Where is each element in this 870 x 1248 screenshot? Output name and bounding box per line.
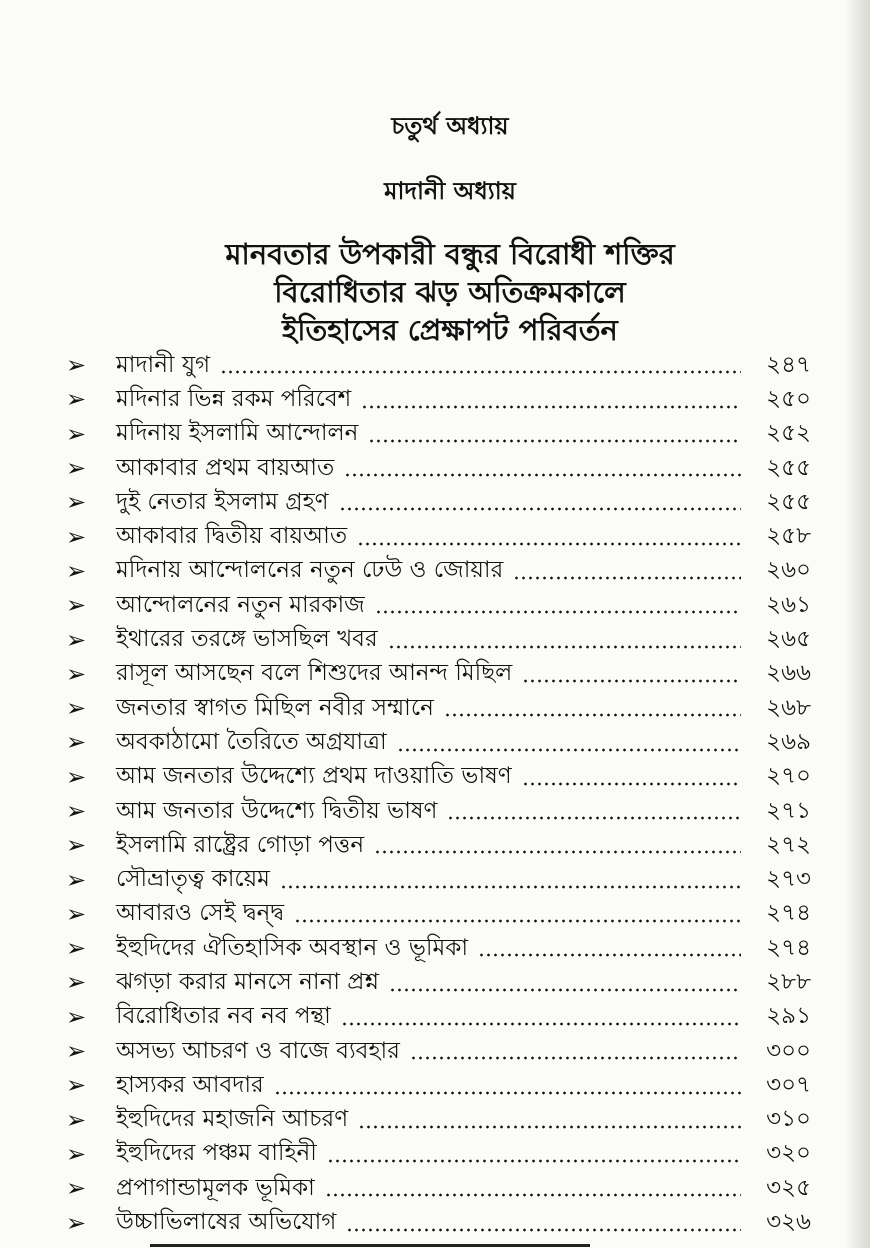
toc-entry-page-number: ২৭৪ bbox=[766, 900, 811, 927]
toc-entry[interactable] bbox=[66, 417, 811, 451]
chapter-heading-block bbox=[0, 108, 870, 349]
arrow-bullet-icon: ➢ bbox=[66, 865, 87, 894]
toc-entry-title: দুই নেতার ইসলাম গ্রহণ bbox=[116, 488, 329, 515]
arrow-bullet-icon: ➢ bbox=[66, 488, 87, 517]
toc-entry-page-number: ৩২৫ bbox=[766, 1174, 811, 1201]
toc-entry-title: ইসলামি রাষ্ট্রের গোড়া পত্তন bbox=[116, 831, 365, 858]
toc-entry-title: মদিনায় আন্দোলনের নতুন ঢেউ ও জোয়ার bbox=[116, 557, 504, 584]
dot-leader bbox=[325, 1192, 741, 1198]
arrow-bullet-icon: ➢ bbox=[66, 968, 87, 997]
toc-entry-title: আকাবার প্রথম বায়আত bbox=[116, 454, 335, 481]
dot-leader bbox=[339, 506, 741, 512]
toc-entry-page-number: ২৫৫ bbox=[766, 454, 811, 481]
arrow-bullet-icon: ➢ bbox=[66, 728, 87, 757]
toc-entry-page-number: ২৫৫ bbox=[766, 488, 811, 515]
dot-leader bbox=[410, 1055, 741, 1061]
toc-entry[interactable] bbox=[66, 348, 811, 382]
toc-entry[interactable] bbox=[66, 1171, 811, 1205]
toc-entry-title: আম জনতার উদ্দেশ্যে প্রথম দাওয়াতি ভাষণ bbox=[116, 763, 512, 790]
toc-entry-page-number: ২৬৫ bbox=[766, 626, 811, 653]
dot-leader bbox=[374, 849, 741, 855]
dot-leader bbox=[357, 541, 741, 547]
toc-entry-page-number: ২৭২ bbox=[766, 831, 811, 858]
toc-entry-title: ইহুদিদের ঐতিহাসিক অবস্থান ও ভূমিকা bbox=[116, 934, 468, 961]
toc-entry-page-number: ২৮৮ bbox=[766, 969, 811, 995]
toc-entry-title: অসভ্য আচরণ ও বাজে ব্যবহার bbox=[116, 1037, 400, 1064]
toc-entry-page-number: ২৬৮ bbox=[766, 694, 811, 721]
toc-entry[interactable] bbox=[66, 965, 811, 999]
arrow-bullet-icon: ➢ bbox=[66, 1139, 87, 1168]
dot-leader bbox=[522, 678, 741, 684]
toc-entry[interactable] bbox=[66, 725, 811, 759]
toc-entry-title: ঝগড়া করার মানসে নানা প্রশ্ন bbox=[116, 969, 379, 995]
dot-leader bbox=[478, 952, 741, 958]
dot-leader bbox=[397, 747, 741, 753]
arrow-bullet-icon: ➢ bbox=[66, 351, 87, 380]
toc-entry[interactable] bbox=[66, 519, 811, 553]
dot-leader bbox=[447, 815, 741, 821]
arrow-bullet-icon: ➢ bbox=[66, 591, 87, 620]
dot-leader bbox=[361, 404, 741, 410]
toc-entry[interactable] bbox=[66, 691, 811, 725]
dot-leader bbox=[294, 918, 741, 924]
dot-leader bbox=[522, 781, 741, 787]
toc-entry[interactable] bbox=[66, 622, 811, 656]
arrow-bullet-icon: ➢ bbox=[66, 625, 87, 654]
dot-leader bbox=[368, 438, 741, 444]
toc-entry-title: রাসূল আসছেন বলে শিশুদের আনন্দ মিছিল bbox=[116, 660, 513, 687]
toc-entry-page-number: ২৭০ bbox=[766, 763, 811, 790]
toc-entry-page-number: ৩০০ bbox=[766, 1037, 811, 1064]
toc-entry[interactable] bbox=[66, 554, 811, 588]
dot-leader bbox=[327, 1158, 741, 1164]
dot-leader bbox=[346, 1227, 741, 1233]
toc-entry-title: সৌভ্রাতৃত্ব কায়েম bbox=[116, 866, 270, 893]
toc-entry-page-number: ২৬৯ bbox=[766, 728, 811, 755]
dot-leader bbox=[388, 644, 741, 650]
toc-entry[interactable] bbox=[66, 931, 811, 965]
toc-entry-title: উচ্চাভিলাষের অভিযোগ bbox=[116, 1209, 337, 1236]
toc-entry-page-number: ২৬০ bbox=[766, 557, 811, 584]
toc-entry-page-number: ৩২০ bbox=[766, 1140, 811, 1167]
toc-entry-title: বিরোধিতার নব নব পন্থা bbox=[116, 1003, 331, 1030]
chapter-title bbox=[30, 235, 870, 349]
dot-leader bbox=[358, 1124, 741, 1130]
dot-leader bbox=[389, 987, 741, 993]
toc-entry-title: মাদানী যুগ bbox=[116, 351, 211, 378]
toc-entry[interactable] bbox=[66, 1103, 811, 1137]
arrow-bullet-icon: ➢ bbox=[66, 1208, 87, 1237]
arrow-bullet-icon: ➢ bbox=[66, 762, 87, 791]
toc-entry-title: মদিনায় ইসলামি আন্দোলন bbox=[116, 420, 359, 447]
arrow-bullet-icon: ➢ bbox=[66, 1002, 87, 1031]
toc-entry-page-number: ৩২৬ bbox=[766, 1209, 811, 1236]
arrow-bullet-icon: ➢ bbox=[66, 1071, 87, 1100]
toc-entry[interactable] bbox=[66, 760, 811, 794]
toc-entry[interactable] bbox=[66, 382, 811, 416]
toc-entry-page-number: ২৫৮ bbox=[766, 523, 811, 550]
dot-leader bbox=[274, 1090, 741, 1096]
arrow-bullet-icon: ➢ bbox=[66, 899, 87, 928]
toc-entry-page-number: ২৭৩ bbox=[766, 866, 811, 893]
toc-entry-title: মদিনার ভিন্ন রকম পরিবেশ bbox=[116, 385, 352, 412]
toc-entry[interactable] bbox=[66, 1137, 811, 1171]
arrow-bullet-icon: ➢ bbox=[66, 454, 87, 483]
toc-entry-page-number: ২৭১ bbox=[766, 797, 811, 824]
dot-leader bbox=[344, 472, 741, 478]
arrow-bullet-icon: ➢ bbox=[66, 1105, 87, 1134]
toc-entry[interactable] bbox=[66, 897, 811, 931]
arrow-bullet-icon: ➢ bbox=[66, 385, 87, 414]
toc-entry-page-number: ২৫২ bbox=[766, 420, 811, 447]
toc-entry-page-number: ২৫০ bbox=[766, 385, 811, 412]
toc-entry[interactable] bbox=[66, 451, 811, 485]
dot-leader bbox=[341, 1021, 741, 1027]
toc-entry-title: অবকাঠামো তৈরিতে অগ্রযাত্রা bbox=[116, 728, 387, 755]
dot-leader bbox=[220, 369, 741, 375]
arrow-bullet-icon: ➢ bbox=[66, 556, 87, 585]
toc-entry-title: আকাবার দ্বিতীয় বায়আত bbox=[116, 523, 348, 550]
toc-entry[interactable] bbox=[66, 794, 811, 828]
arrow-bullet-icon: ➢ bbox=[66, 1037, 87, 1066]
toc-entry[interactable] bbox=[66, 1000, 811, 1034]
arrow-bullet-icon: ➢ bbox=[66, 831, 87, 860]
chapter-subtitle: মাদানী অধ্যায় bbox=[384, 177, 516, 205]
toc-entry-title: আবারও সেই দ্বন্দ্ব bbox=[116, 900, 285, 927]
toc-entry-title: প্রপাগান্ডামূলক ভূমিকা bbox=[116, 1174, 315, 1201]
dot-leader bbox=[513, 575, 741, 581]
toc-entry-title: আম জনতার উদ্দেশ্যে দ্বিতীয় ভাষণ bbox=[116, 797, 438, 824]
toc-entry-page-number: ২৬৬ bbox=[766, 660, 811, 687]
toc-entry-title: জনতার স্বাগত মিছিল নবীর সম্মানে bbox=[116, 694, 434, 721]
arrow-bullet-icon: ➢ bbox=[66, 694, 87, 723]
toc-entry-title: আন্দোলনের নতুন মারকাজ bbox=[116, 591, 365, 618]
chapter-number: চতুর্থ অধ্যায় bbox=[391, 112, 509, 140]
arrow-bullet-icon: ➢ bbox=[66, 419, 87, 448]
table-of-contents bbox=[66, 348, 811, 1240]
dot-leader bbox=[444, 712, 741, 718]
arrow-bullet-icon: ➢ bbox=[66, 934, 87, 963]
toc-entry-page-number: ৩১০ bbox=[766, 1106, 811, 1133]
toc-entry-page-number: ২৭৪ bbox=[766, 934, 811, 961]
dot-leader bbox=[375, 609, 741, 615]
arrow-bullet-icon: ➢ bbox=[66, 522, 87, 551]
chapter-title-line: বিরোধিতার ঝড় অতিক্রমকালে bbox=[274, 275, 626, 309]
toc-entry-page-number: ২৪৭ bbox=[766, 351, 811, 378]
toc-entry-title: ইহুদিদের পঞ্চম বাহিনী bbox=[116, 1140, 317, 1167]
chapter-title-line: মানবতার উপকারী বন্ধুর বিরোধী শক্তির bbox=[225, 237, 675, 271]
cut-off-next-line bbox=[150, 1236, 590, 1248]
arrow-bullet-icon: ➢ bbox=[66, 659, 87, 688]
toc-entry[interactable] bbox=[66, 657, 811, 691]
dot-leader bbox=[280, 884, 741, 890]
toc-entry-page-number: ২৯১ bbox=[766, 1003, 811, 1030]
toc-entry[interactable] bbox=[66, 828, 811, 862]
toc-entry-title: ইহুদিদের মহাজনি আচরণ bbox=[116, 1106, 349, 1133]
toc-entry[interactable] bbox=[66, 588, 811, 622]
arrow-bullet-icon: ➢ bbox=[66, 1174, 87, 1203]
toc-entry-page-number: ৩০৭ bbox=[766, 1071, 811, 1098]
toc-entry-title: হাস্যকর আবদার bbox=[116, 1071, 264, 1098]
toc-entry[interactable] bbox=[66, 862, 811, 896]
chapter-title-line: ইতিহাসের প্রেক্ষাপট পরিবর্তন bbox=[282, 313, 618, 347]
toc-entry-title: ইথারের তরঙ্গে ভাসছিল খবর bbox=[116, 626, 378, 653]
toc-entry-page-number: ২৬১ bbox=[766, 591, 811, 618]
toc-entry[interactable] bbox=[66, 1034, 811, 1068]
toc-entry[interactable] bbox=[66, 1205, 811, 1239]
toc-entry[interactable] bbox=[66, 1068, 811, 1102]
toc-entry[interactable] bbox=[66, 485, 811, 519]
arrow-bullet-icon: ➢ bbox=[66, 797, 87, 825]
